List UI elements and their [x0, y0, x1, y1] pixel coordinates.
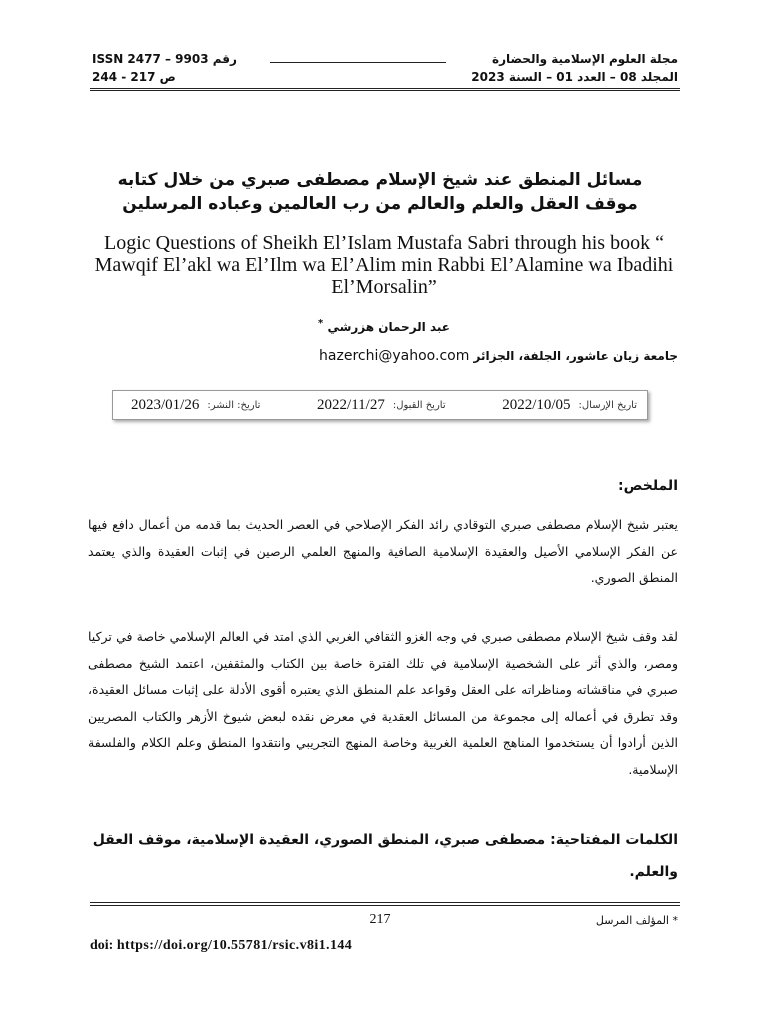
date-published	[123, 397, 260, 414]
date-accepted-label: تاريخ القبول:	[392, 399, 446, 411]
date-sent-label: تاريخ الإرسال:	[578, 399, 637, 411]
doi-link[interactable]: https://doi.org/10.55781/rsic.v8i1.144	[116, 938, 353, 953]
doi-label: doi:	[90, 938, 114, 953]
date-accepted-value: 2022/11/27	[317, 396, 385, 413]
page-range: ص 217 - 244	[92, 70, 176, 84]
volume-issue-year: المجلد 08 – العدد 01 – السنة 2023	[471, 70, 678, 84]
date-sent-value: 2022/10/05	[502, 396, 571, 413]
header-rule-top	[90, 88, 680, 89]
footer-rule-bottom	[90, 905, 680, 906]
author-footnote-marker: *	[318, 318, 324, 329]
abstract-paragraph-2: لقد وقف شيخ الإسلام مصطفى صبري في وجه الغزو الثقافي الغربي الذي امتد في العالم الإسلامي خاصة في تركيا ومصر، والذي أثر على الشخصية الإسلامية في تلك الفترة خاصة بين الكتاب والمثقفين، اعتمد الشيخ مصطفى صبري في مناقشاته ومناظراته على العقل وقواعد علم المنطق الذي يعتبره أقوى الأدلة على إثبات مسائل العقيدة، وقد تطرق في أعماله إلى مجموعة من المسائل العقدية في معرض نقده لبعض شيوخ الأزهر والكتاب المصريين الذين أرادوا أن يستخدموا المناهج العلمية الغربية وخاصة المنهج التجريبي وانتقدوا المنطق وعلم الكلام والفلسفة الإسلامية.	[88, 629, 678, 777]
affiliation: جامعة زيان عاشور، الجلفة، الجزائر	[473, 349, 678, 363]
abstract-paragraph-1: يعتبر شيخ الإسلام مصطفى صبري التوقادي رائد الفكر الإصلاحي في العصر الحديث بما قدمه من أعمال دافع فيها عن الفكر الإسلامي الأصيل والعقيدة الإسلامية الصافية والمنهج العلمي الرصين في إثبات العقيدة والذي يعتمد المنطق الصوري.	[88, 517, 678, 585]
abstract-heading: الملخص:	[618, 478, 678, 494]
affiliation-line	[90, 348, 678, 364]
header-divider	[270, 62, 446, 63]
date-accepted	[309, 397, 446, 414]
english-title: Logic Questions of Sheikh El’Islam Mustafa Sabri through his book “ Mawqif El’akl wa El’Ilm wa El’Alim min Rabbi El’Alamine wa Ibadihi El’Morsalin”	[94, 232, 674, 298]
keywords-text: مصطفى صبري، المنطق الصوري، العقيدة الإسلامية، موقف العقل والعلم.	[92, 832, 678, 880]
author-line	[90, 318, 678, 334]
date-sent	[494, 397, 637, 414]
journal-name: مجلة العلوم الإسلامية والحضارة	[491, 52, 678, 66]
issn-block	[92, 50, 292, 86]
doi-line	[90, 938, 352, 954]
date-published-label: تاريخ: النشر:	[207, 399, 261, 411]
footer-rule-top	[90, 902, 680, 903]
dates-box	[112, 390, 648, 420]
header-rule-bottom	[90, 90, 680, 91]
page-number: 217	[369, 912, 391, 927]
issn-number: ISSN 2477 – 9903 رقم	[92, 52, 237, 66]
arabic-title: مسائل المنطق عند شيخ الإسلام مصطفى صبري من خلال كتابه موقف العقل والعلم والعالم من رب العالمين وعباده المرسلين	[117, 170, 643, 214]
keywords	[88, 824, 678, 888]
journal-header	[378, 50, 678, 86]
corresponding-author-note: * المؤلف المرسل	[595, 914, 678, 927]
author-email[interactable]: hazerchi@yahoo.com	[319, 348, 470, 364]
date-published-value: 2023/01/26	[131, 396, 200, 413]
author-name: عبد الرحمان هزرشي	[327, 320, 450, 334]
keywords-label: الكلمات المفتاحية:	[550, 832, 678, 848]
